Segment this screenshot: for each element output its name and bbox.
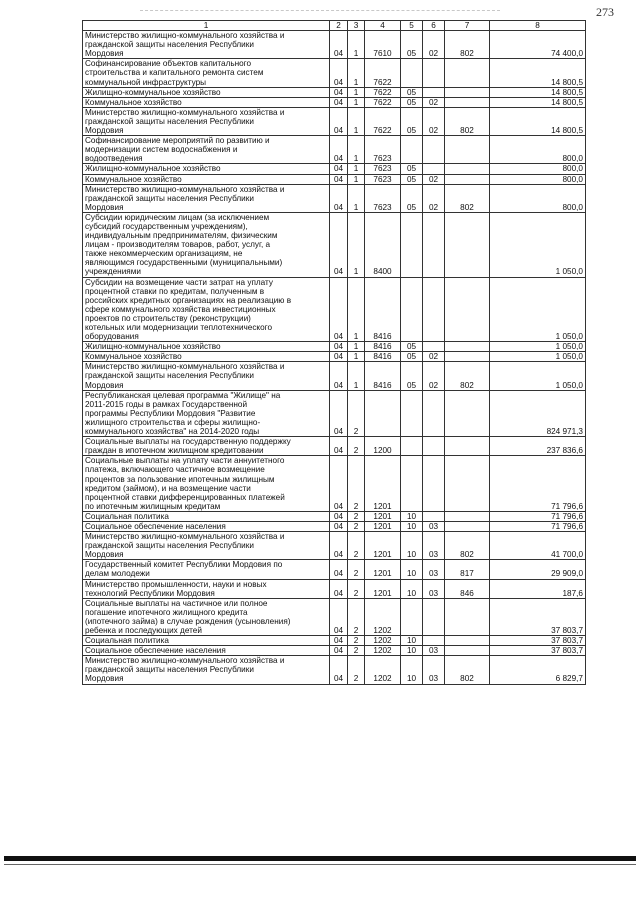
cell-col4: 7622 (365, 87, 401, 97)
cell-col5 (401, 277, 423, 342)
cell-col6: 03 (423, 579, 445, 598)
cell-col7: 817 (445, 560, 490, 579)
cell-col6 (423, 87, 445, 97)
cell-col5: 05 (401, 362, 423, 390)
cell-col2: 04 (330, 136, 348, 164)
table-row (83, 31, 586, 59)
cell-col7: 802 (445, 656, 490, 684)
cell-col4: 1201 (365, 456, 401, 512)
row-name: Социальная политика (83, 636, 330, 646)
row-amount: 800,0 (490, 174, 586, 184)
header-cell: 3 (348, 21, 365, 31)
row-amount: 71 796,6 (490, 511, 586, 521)
cell-col4: 1202 (365, 598, 401, 635)
cell-col5 (401, 598, 423, 635)
cell-col6: 02 (423, 31, 445, 59)
cell-col6: 02 (423, 174, 445, 184)
table-row (83, 97, 586, 107)
row-amount: 14 800,5 (490, 87, 586, 97)
cell-col4: 7623 (365, 164, 401, 174)
cell-col5: 10 (401, 532, 423, 560)
cell-col6 (423, 212, 445, 277)
cell-col4: 8416 (365, 362, 401, 390)
header-cell: 4 (365, 21, 401, 31)
cell-col3: 2 (348, 636, 365, 646)
cell-col4: 1202 (365, 646, 401, 656)
cell-col2: 04 (330, 31, 348, 59)
cell-col4: 8400 (365, 212, 401, 277)
cell-col2: 04 (330, 390, 348, 436)
cell-col4: 7623 (365, 184, 401, 212)
cell-col7 (445, 87, 490, 97)
cell-col3: 2 (348, 532, 365, 560)
cell-col3: 1 (348, 212, 365, 277)
cell-col7 (445, 136, 490, 164)
cell-col6: 02 (423, 352, 445, 362)
row-name: Социальная политика (83, 511, 330, 521)
row-name: Социальное обеспечение населения (83, 521, 330, 531)
cell-col7: 802 (445, 532, 490, 560)
table-row (83, 456, 586, 512)
row-name: Социальное обеспечение населения (83, 646, 330, 656)
table-row (83, 521, 586, 531)
row-name: Министерство жилищно-коммунального хозяйства и гражданской защиты населения Республики Мордовия (83, 107, 330, 135)
cell-col3: 1 (348, 342, 365, 352)
table-row (83, 532, 586, 560)
cell-col6 (423, 164, 445, 174)
cell-col3: 2 (348, 521, 365, 531)
cell-col3: 1 (348, 184, 365, 212)
cell-col2: 04 (330, 646, 348, 656)
cell-col5: 10 (401, 636, 423, 646)
cell-col7: 802 (445, 107, 490, 135)
cell-col2: 04 (330, 456, 348, 512)
cell-col5: 05 (401, 31, 423, 59)
cell-col7 (445, 456, 490, 512)
cell-col7: 802 (445, 184, 490, 212)
cell-col5: 10 (401, 521, 423, 531)
cell-col5: 10 (401, 511, 423, 521)
cell-col6: 02 (423, 107, 445, 135)
page-number: 273 (596, 5, 614, 19)
cell-col5 (401, 456, 423, 512)
row-name: Софинансирование мероприятий по развитию и модернизации систем водоснабжения и водоотведения (83, 136, 330, 164)
row-amount: 37 803,7 (490, 636, 586, 646)
cell-col3: 2 (348, 437, 365, 456)
cell-col3: 1 (348, 31, 365, 59)
cell-col6: 03 (423, 560, 445, 579)
row-amount: 74 400,0 (490, 31, 586, 59)
row-name: Государственный комитет Республики Мордовия по делам молодежи (83, 560, 330, 579)
cell-col3: 1 (348, 352, 365, 362)
cell-col2: 04 (330, 636, 348, 646)
table-row (83, 164, 586, 174)
cell-col4 (365, 390, 401, 436)
scan-bottom-line (4, 864, 636, 865)
cell-col4: 1201 (365, 579, 401, 598)
cell-col3: 2 (348, 646, 365, 656)
cell-col7: 846 (445, 579, 490, 598)
cell-col3: 2 (348, 579, 365, 598)
cell-col4: 1202 (365, 656, 401, 684)
row-name: Министерство жилищно-коммунального хозяйства и гражданской защиты населения Республики Мордовия (83, 362, 330, 390)
table-row (83, 636, 586, 646)
table-body (83, 31, 586, 684)
row-amount: 71 796,6 (490, 521, 586, 531)
cell-col3: 1 (348, 97, 365, 107)
table-row (83, 646, 586, 656)
cell-col6 (423, 342, 445, 352)
cell-col7 (445, 437, 490, 456)
table-row (83, 598, 586, 635)
header-cell: 7 (445, 21, 490, 31)
table-row (83, 656, 586, 684)
cell-col6 (423, 59, 445, 87)
table-row (83, 352, 586, 362)
row-name: Софинансирование объектов капитального строительства и капитального ремонта систем коммунальной инфраструктуры (83, 59, 330, 87)
table-row (83, 87, 586, 97)
table-row (83, 136, 586, 164)
cell-col2: 04 (330, 97, 348, 107)
row-name: Жилищно-коммунальное хозяйство (83, 342, 330, 352)
cell-col7 (445, 277, 490, 342)
cell-col5: 05 (401, 174, 423, 184)
cell-col7 (445, 342, 490, 352)
row-name: Министерство жилищно-коммунального хозяйства и гражданской защиты населения Республики Мордовия (83, 656, 330, 684)
row-name: Министерство жилищно-коммунального хозяйства и гражданской защиты населения Республики Мордовия (83, 532, 330, 560)
table-row (83, 59, 586, 87)
header-row (83, 21, 586, 31)
cell-col6 (423, 598, 445, 635)
row-amount: 6 829,7 (490, 656, 586, 684)
cell-col3: 1 (348, 107, 365, 135)
cell-col6 (423, 456, 445, 512)
table-row (83, 362, 586, 390)
row-amount: 1 050,0 (490, 277, 586, 342)
cell-col2: 04 (330, 437, 348, 456)
cell-col6: 02 (423, 97, 445, 107)
row-amount: 71 796,6 (490, 456, 586, 512)
cell-col2: 04 (330, 598, 348, 635)
cell-col5: 10 (401, 646, 423, 656)
cell-col5: 05 (401, 164, 423, 174)
cell-col2: 04 (330, 352, 348, 362)
row-name: Социальные выплаты на уплату части аннуитетного платежа, включающего частичное возмещение процентов за пользование ипотечным жилищным кредитом (займом), и на возмещение части процентной ставки дифференцированных платежей по ипотечным жилищным кредитам (83, 456, 330, 512)
cell-col6 (423, 136, 445, 164)
cell-col2: 04 (330, 511, 348, 521)
cell-col5: 10 (401, 656, 423, 684)
cell-col4: 7623 (365, 136, 401, 164)
cell-col3: 2 (348, 390, 365, 436)
cell-col6 (423, 437, 445, 456)
cell-col7 (445, 97, 490, 107)
row-name: Министерство промышленности, науки и новых технологий Республики Мордовия (83, 579, 330, 598)
cell-col3: 1 (348, 362, 365, 390)
row-amount: 1 050,0 (490, 352, 586, 362)
cell-col6 (423, 277, 445, 342)
row-amount: 14 800,5 (490, 107, 586, 135)
cell-col7 (445, 212, 490, 277)
cell-col5 (401, 212, 423, 277)
cell-col6: 03 (423, 532, 445, 560)
row-amount: 237 836,6 (490, 437, 586, 456)
cell-col4: 1201 (365, 511, 401, 521)
cell-col2: 04 (330, 174, 348, 184)
cell-col3: 1 (348, 164, 365, 174)
table-row (83, 437, 586, 456)
cell-col7 (445, 352, 490, 362)
row-name: Коммунальное хозяйство (83, 174, 330, 184)
cell-col7 (445, 390, 490, 436)
cell-col5 (401, 390, 423, 436)
row-amount: 800,0 (490, 164, 586, 174)
cell-col5: 05 (401, 184, 423, 212)
cell-col2: 04 (330, 656, 348, 684)
cell-col7 (445, 511, 490, 521)
cell-col3: 2 (348, 598, 365, 635)
cell-col5: 05 (401, 97, 423, 107)
cell-col3: 1 (348, 87, 365, 97)
cell-col6: 03 (423, 656, 445, 684)
row-name: Субсидии юридическим лицам (за исключением субсидий государственным учреждениям), индивидуальным предпринимателям, физическим лицам - производителям товаров, работ, услуг, а также некоммерческим организациям, не являющимся государственными (муниципальными) учреждениями (83, 212, 330, 277)
cell-col4: 7623 (365, 174, 401, 184)
cell-col3: 2 (348, 656, 365, 684)
table-row (83, 390, 586, 436)
cell-col5: 05 (401, 342, 423, 352)
row-name: Республиканская целевая программа "Жилище" на 2011-2015 годы в рамках Государственной программы Республики Мордовия "Развитие жилищного строительства и сферы жилищно- коммунального хозяйства" на 2014-2020 годы (83, 390, 330, 436)
cell-col4: 7622 (365, 97, 401, 107)
cell-col4: 1200 (365, 437, 401, 456)
cell-col2: 04 (330, 342, 348, 352)
cell-col7 (445, 59, 490, 87)
cell-col4: 1202 (365, 636, 401, 646)
row-amount: 14 800,5 (490, 59, 586, 87)
table-row (83, 560, 586, 579)
row-amount: 14 800,5 (490, 97, 586, 107)
cell-col6 (423, 511, 445, 521)
cell-col5: 05 (401, 87, 423, 97)
cell-col2: 04 (330, 521, 348, 531)
row-amount: 29 909,0 (490, 560, 586, 579)
cell-col5: 10 (401, 560, 423, 579)
row-amount: 41 700,0 (490, 532, 586, 560)
cell-col7 (445, 174, 490, 184)
row-amount: 187,6 (490, 579, 586, 598)
row-name: Социальные выплаты на государственную поддержку граждан в ипотечном жилищном кредитовании (83, 437, 330, 456)
row-name: Коммунальное хозяйство (83, 97, 330, 107)
row-name: Социальные выплаты на частичное или полное погашение ипотечного жилищного кредита (ипотечного займа) в случае рождения (усыновления) ребенка и последующих детей (83, 598, 330, 635)
cell-col6: 02 (423, 184, 445, 212)
cell-col2: 04 (330, 277, 348, 342)
cell-col3: 1 (348, 277, 365, 342)
cell-col2: 04 (330, 164, 348, 174)
cell-col4: 8416 (365, 277, 401, 342)
cell-col5: 05 (401, 107, 423, 135)
cell-col3: 1 (348, 136, 365, 164)
cell-col4: 1201 (365, 521, 401, 531)
row-amount: 1 050,0 (490, 342, 586, 352)
cell-col5: 10 (401, 579, 423, 598)
table-row (83, 107, 586, 135)
cell-col6: 02 (423, 362, 445, 390)
row-name: Субсидии на возмещение части затрат на уплату процентной ставки по кредитам, полученным в российских кредитных организациях на реализацию в сфере коммунального хозяйства инвестиционных проектов по строительству (реконструкции) котельных или модернизации теплотехнического оборудования (83, 277, 330, 342)
cell-col7 (445, 598, 490, 635)
table-row (83, 579, 586, 598)
cell-col7: 802 (445, 362, 490, 390)
cell-col6 (423, 390, 445, 436)
table-row (83, 174, 586, 184)
cell-col5: 05 (401, 352, 423, 362)
cell-col4: 8416 (365, 342, 401, 352)
row-amount: 37 803,7 (490, 598, 586, 635)
cell-col7 (445, 164, 490, 174)
cell-col4: 1201 (365, 532, 401, 560)
cell-col2: 04 (330, 212, 348, 277)
cell-col4: 7622 (365, 59, 401, 87)
row-name: Жилищно-коммунальное хозяйство (83, 87, 330, 97)
row-name: Коммунальное хозяйство (83, 352, 330, 362)
table-row (83, 342, 586, 352)
row-amount: 37 803,7 (490, 646, 586, 656)
cell-col3: 2 (348, 560, 365, 579)
row-amount: 824 971,3 (490, 390, 586, 436)
scan-mark (140, 10, 500, 11)
cell-col4: 7610 (365, 31, 401, 59)
header-cell: 2 (330, 21, 348, 31)
cell-col3: 1 (348, 59, 365, 87)
cell-col7 (445, 646, 490, 656)
cell-col6 (423, 636, 445, 646)
row-amount: 1 050,0 (490, 212, 586, 277)
cell-col3: 1 (348, 174, 365, 184)
row-name: Министерство жилищно-коммунального хозяйства и гражданской защиты населения Республики Мордовия (83, 184, 330, 212)
cell-col4: 1201 (365, 560, 401, 579)
cell-col2: 04 (330, 362, 348, 390)
table-row (83, 511, 586, 521)
row-amount: 800,0 (490, 136, 586, 164)
table-row (83, 277, 586, 342)
budget-table (82, 20, 586, 685)
cell-col5 (401, 136, 423, 164)
cell-col7: 802 (445, 31, 490, 59)
header-cell: 1 (83, 21, 330, 31)
table-row (83, 212, 586, 277)
cell-col2: 04 (330, 532, 348, 560)
cell-col6: 03 (423, 521, 445, 531)
header-cell: 8 (490, 21, 586, 31)
header-cell: 6 (423, 21, 445, 31)
cell-col7 (445, 521, 490, 531)
cell-col3: 2 (348, 456, 365, 512)
cell-col2: 04 (330, 560, 348, 579)
cell-col2: 04 (330, 579, 348, 598)
scan-bottom-edge (4, 856, 636, 861)
cell-col2: 04 (330, 107, 348, 135)
cell-col5 (401, 59, 423, 87)
row-amount: 800,0 (490, 184, 586, 212)
row-name: Министерство жилищно-коммунального хозяйства и гражданской защиты населения Республики Мордовия (83, 31, 330, 59)
cell-col4: 7622 (365, 107, 401, 135)
cell-col2: 04 (330, 87, 348, 97)
cell-col7 (445, 636, 490, 646)
table-row (83, 184, 586, 212)
cell-col4: 8416 (365, 352, 401, 362)
cell-col5 (401, 437, 423, 456)
row-name: Жилищно-коммунальное хозяйство (83, 164, 330, 174)
cell-col2: 04 (330, 59, 348, 87)
header-cell: 5 (401, 21, 423, 31)
cell-col3: 2 (348, 511, 365, 521)
cell-col2: 04 (330, 184, 348, 212)
row-amount: 1 050,0 (490, 362, 586, 390)
cell-col6: 03 (423, 646, 445, 656)
